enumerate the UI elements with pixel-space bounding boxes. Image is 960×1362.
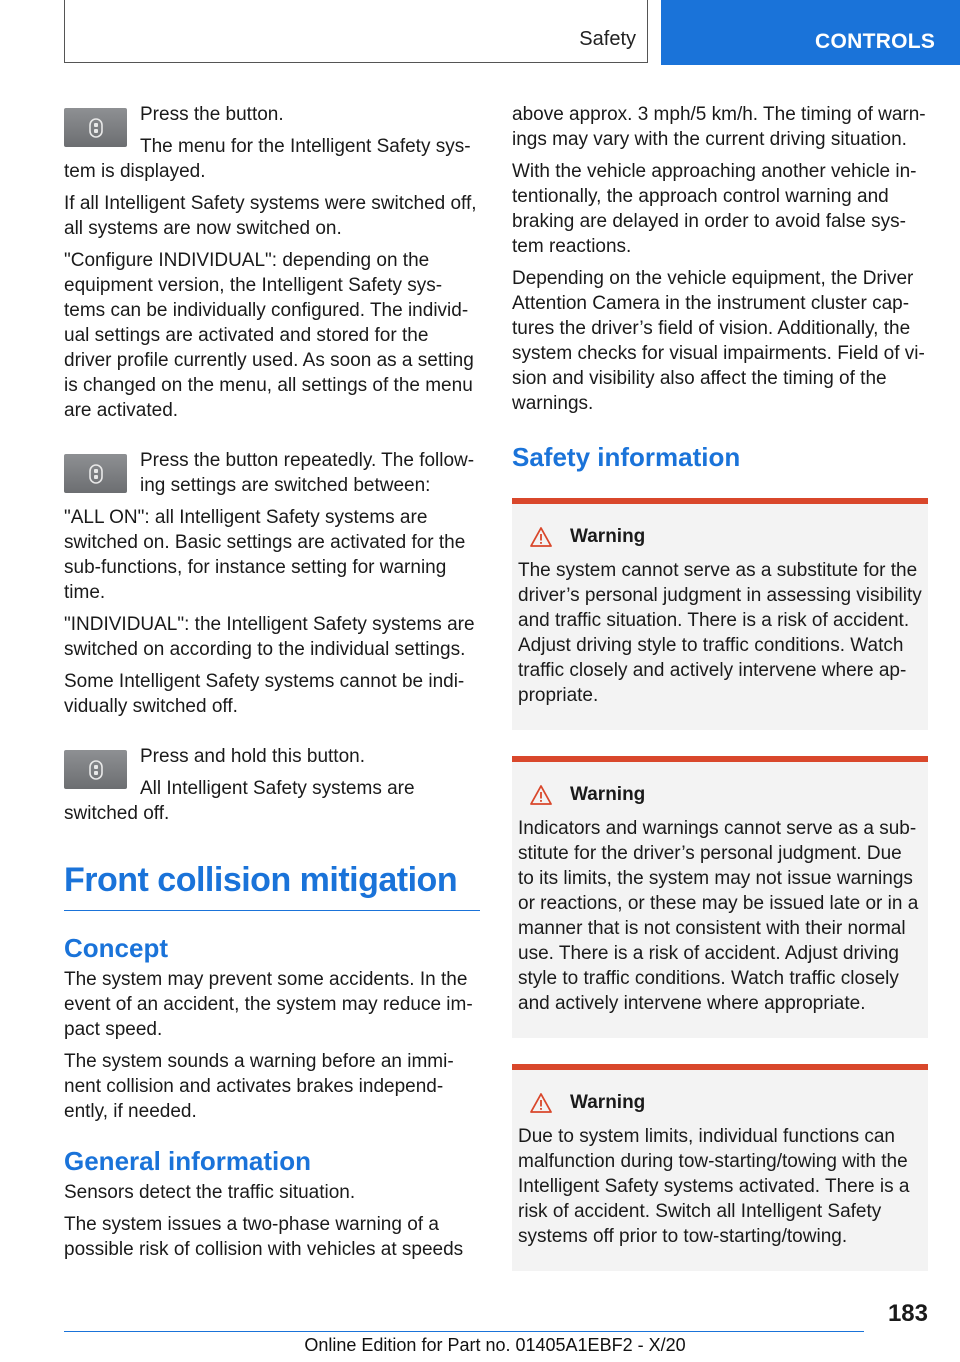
subsection-heading-safety: Safety information [512,442,741,472]
paragraph: With the vehicle approaching another vehicle in-tentionally, the approach control warning and braking are delayed in order to avoid false sys-tem reactions. [512,161,917,257]
warning-text: Due to system limits, individual functions can malfunction during tow-starting/towing with the Intelligent Safety systems activated. There is a risk of accident. Switch all Intelligent Safety systems off prior to tow-starting/towing. [518,1126,910,1247]
left-column [64,102,480,1269]
subsection-heading-general: General information [64,1146,312,1176]
paragraph: "INDIVIDUAL": the Intelligent Safety systems are switched on according to the individual settings. [64,614,475,660]
warning-text: Indicators and warnings cannot serve as a sub-stitute for the driver’s personal judgment. Due to its limits, the system may not issue warnings or reactions, or these may be issued late or in a manner that is not consistent with their normal use. There is a risk of accident. Adjust driving style to traffic conditions. Watch traffic closely and actively intervene where appropriate. [518,818,919,1014]
right-column [512,102,928,1271]
warning-triangle-icon [530,785,552,805]
paragraph: Some Intelligent Safety systems cannot be indi-vidually switched off. [64,671,465,717]
warning-triangle-icon [530,527,552,547]
section-heading: Front collision mitigation [64,860,480,911]
warning-box [512,1064,928,1271]
instruction-text: Press the button repeatedly. The follow-ing settings are switched between: [140,450,475,496]
paragraph: Sensors detect the traffic situation. [64,1182,356,1203]
paragraph: Depending on the vehicle equipment, the Driver Attention Camera in the instrument cluster cap-tures the driver’s field of vision. Additionally, the system checks for visual impairments. Field of vi-sion and visibility also affect the timing of the warnings. [512,268,925,414]
intelligent-safety-button-icon [64,750,127,789]
warning-box [512,756,928,1038]
instruction-text: Press the button. [140,104,284,125]
paragraph: The system may prevent some accidents. In the event of an accident, the system may reduce im-pact speed. [64,969,473,1040]
header-section-title: Safety [579,28,636,50]
intelligent-safety-button-icon [64,108,127,147]
warning-title: Warning [570,1092,646,1113]
instruction-text: tem is displayed. [64,161,206,182]
page-number: 183 [887,1300,928,1327]
instruction-text: Press and hold this button. [140,746,365,767]
footer-divider [64,1331,864,1332]
warning-triangle-icon [530,1093,552,1113]
warning-box [512,498,928,730]
instruction-text: switched off. [64,803,170,824]
button-instruction-2 [64,448,480,498]
footer-edition-text: Online Edition for Part no. 01405A1EBF2 - X/20 [304,1335,686,1355]
paragraph: The system issues a two-phase warning of a possible risk of collision with vehicles at speeds [64,1214,464,1260]
button-instruction-3 [64,744,480,826]
paragraph: "Configure INDIVIDUAL": depending on the equipment version, the Intelligent Safety sys-tems can be individually configured. The individ-ual settings are activated and stored for the driver profile currently used. As soon as a setting is changed on the menu, all settings of the menu are activated. [64,250,474,421]
subsection-heading-concept: Concept [64,933,168,963]
warning-text: The system cannot serve as a substitute for the driver’s personal judgment in assessing visibility and traffic situation. There is a risk of accident. Adjust driving style to traffic conditions. Watch traffic closely and actively intervene where ap-propriate. [518,560,922,706]
paragraph: above approx. 3 mph/5 km/h. The timing of warn-ings may vary with the current driving situation. [512,104,926,150]
warning-title: Warning [570,784,646,805]
paragraph: The system sounds a warning before an immi-nent collision and activates brakes independ-ently, if needed. [64,1051,454,1122]
paragraph: "ALL ON": all Intelligent Safety systems are switched on. Basic settings are activated for the sub-functions, for instance setting for warning time. [64,507,466,603]
button-instruction-1 [64,102,480,184]
paragraph: If all Intelligent Safety systems were switched off, all systems are now switched on. [64,193,477,239]
warning-title: Warning [570,526,646,547]
header-chapter-tab: CONTROLS [661,0,960,65]
intelligent-safety-button-icon [64,454,127,493]
instruction-text: The menu for the Intelligent Safety sys- [140,136,471,157]
instruction-text: All Intelligent Safety systems are [140,778,415,799]
